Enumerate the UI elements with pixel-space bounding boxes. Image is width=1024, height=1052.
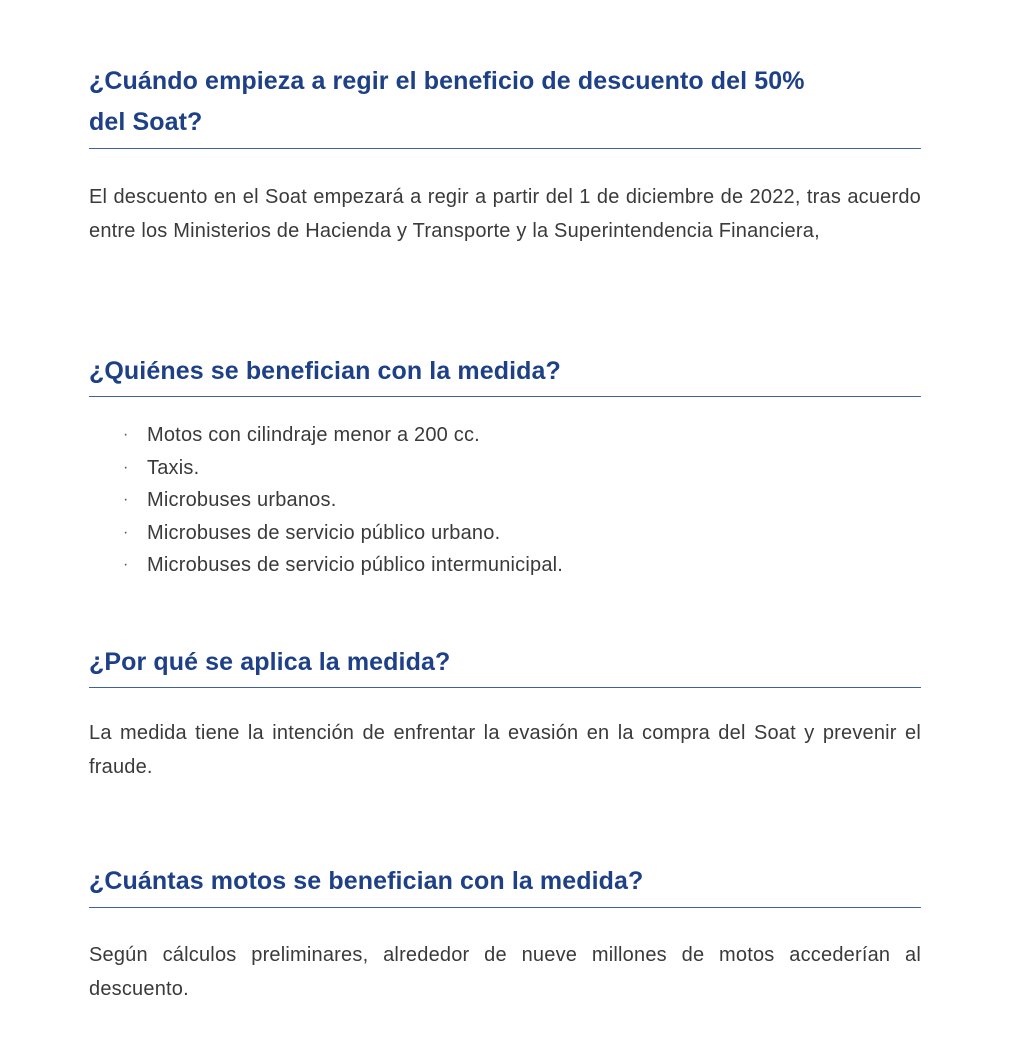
- document-page: [89, 0, 921, 1052]
- list-item: · Taxis.: [89, 452, 921, 485]
- section-heading: [89, 61, 921, 143]
- list-item: · Motos con cilindraje menor a 200 cc.: [89, 419, 921, 452]
- section-divider: [89, 396, 921, 397]
- list-item: · Microbuses urbanos.: [89, 484, 921, 517]
- section-divider: [89, 148, 921, 149]
- section-body: Según cálculos preliminares, alrededor de nueve millones de motos accederían al descuento.: [89, 944, 921, 1000]
- list-item: · Microbuses de servicio público intermunicipal.: [89, 549, 921, 582]
- heading-line-1: ¿Cuándo empieza a regir el beneficio de descuento del 50%: [89, 67, 805, 95]
- bullet-icon: ·: [123, 523, 129, 541]
- section-divider: [89, 687, 921, 688]
- section-heading: ¿Por qué se aplica la medida?: [89, 648, 451, 676]
- bullet-icon: ·: [123, 556, 129, 573]
- section-heading: ¿Cuántas motos se benefician con la medida?: [89, 867, 644, 895]
- section-heading: ¿Quiénes se benefician con la medida?: [89, 357, 561, 385]
- section-why: [89, 642, 921, 784]
- bullet-icon: ·: [123, 458, 129, 476]
- section-body: El descuento en el Soat empezará a regir a partir del 1 de diciembre de 2022, tras acuerdo entre los Ministerios de Hacienda y Transporte y la Superintendencia Financiera,: [89, 186, 921, 242]
- section-how-many: [89, 861, 921, 1006]
- section-divider: [89, 907, 921, 908]
- list-item: · Microbuses de servicio público urbano.: [89, 517, 921, 550]
- heading-line-2: del Soat?: [89, 108, 203, 136]
- bullet-icon: ·: [123, 491, 129, 508]
- beneficiaries-list: [89, 419, 921, 582]
- bullet-icon: ·: [123, 426, 129, 443]
- section-body: La medida tiene la intención de enfrentar la evasión en la compra del Soat y prevenir el fraude.: [89, 722, 921, 778]
- section-beneficiaries: [89, 351, 921, 582]
- section-when-starts: [89, 61, 921, 248]
